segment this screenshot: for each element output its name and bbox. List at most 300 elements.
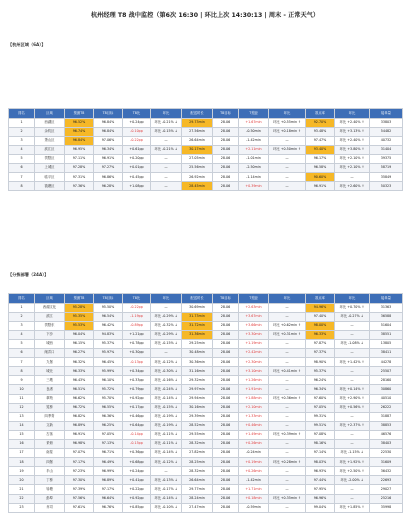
cell-area: 钱塘区 <box>35 182 65 191</box>
cell-time-change: — <box>269 136 306 145</box>
cell-time-change: — <box>269 376 306 385</box>
cell-time-target: 28.06 <box>213 173 239 182</box>
cell-rate-change: — <box>335 494 370 503</box>
cell-order-count: 44278 <box>370 358 403 367</box>
cell-rate-change: 环比 +0.70% ↑ <box>335 303 370 312</box>
column-header-rate-change[interactable]: 环比 <box>335 294 370 304</box>
table-row[interactable] <box>9 494 403 503</box>
cell-forecast-t8: 96.95% <box>65 145 94 154</box>
cell-t8-change: — <box>151 136 182 145</box>
cell-on-time-rate: 96.24% <box>306 376 335 385</box>
cell-time-gap: +1.19min <box>239 339 269 348</box>
column-header-t8-change[interactable]: 环比 <box>151 294 182 304</box>
cell-area: 翠苑 <box>35 394 65 403</box>
cell-time-target: 28.06 <box>213 118 239 127</box>
cell-delivery-time: 31.72min <box>182 321 213 330</box>
cell-forecast-t8: 96.43% <box>65 376 94 385</box>
column-header-area[interactable]: 区域 <box>35 294 65 304</box>
cell-order-count: 13805 <box>370 339 403 348</box>
cell-forecast-t8: 97.36% <box>65 182 94 191</box>
cell-order-count: 31887 <box>370 412 403 421</box>
cell-rate-change: — <box>335 321 370 330</box>
cell-order-count: 51604 <box>370 321 403 330</box>
column-header-order-count[interactable]: 接单量 <box>370 294 403 304</box>
table-row[interactable] <box>9 358 403 367</box>
cell-delivery-time: 25.56min <box>182 164 213 173</box>
cell-on-time-rate: 97.44% <box>306 476 335 485</box>
cell-time-target: 28.06 <box>213 154 239 163</box>
table-row[interactable] <box>9 440 403 449</box>
cell-time-gap: +0.18min <box>239 494 269 503</box>
cell-delivery-time: 28.25min <box>182 458 213 467</box>
cell-rate-change: 环比 +2.40% ↑ <box>335 118 370 127</box>
cell-order-count: 50323 <box>370 182 403 191</box>
cell-time-change: — <box>269 421 306 430</box>
region-table <box>8 108 403 191</box>
cell-time-gap: +2.42min <box>239 349 269 358</box>
column-header-time-target[interactable]: T8目标 <box>213 294 239 304</box>
cell-t8-change: 环比 -0.17% ↓ <box>151 485 182 494</box>
cell-t8-change: 环比 -0.24% ↓ <box>151 385 182 394</box>
cell-t8-change: 环比 -0.14% ↓ <box>151 494 182 503</box>
cell-t8-diff: +0.78pp <box>123 339 151 348</box>
cell-time-target: 28.06 <box>213 358 239 367</box>
cell-rank: 18 <box>9 458 35 467</box>
cell-rank: 7 <box>9 173 35 182</box>
cell-rate-change: 环比 +3.13% ↑ <box>335 127 370 136</box>
column-header-time-change[interactable]: 环比 <box>269 294 306 304</box>
cell-on-time-rate: 97.08% <box>306 430 335 439</box>
cell-t8-diff: +0.01pp <box>123 164 151 173</box>
cell-order-count: 36432 <box>370 467 403 476</box>
cell-t8-change: — <box>151 467 182 476</box>
cell-time-change: — <box>269 449 306 458</box>
cell-time-target: 28.06 <box>213 339 239 348</box>
cell-t8-diff: +0.79pp <box>123 385 151 394</box>
cell-forecast-t8: 96.33% <box>65 367 94 376</box>
table-row[interactable] <box>9 182 403 191</box>
cell-time-change: 环比 +0.41min ↑ <box>269 367 306 376</box>
cell-order-count: 38411 <box>370 349 403 358</box>
cell-rank: 2 <box>9 127 35 136</box>
table-row[interactable] <box>9 145 403 154</box>
cell-time-gap: +2.30min <box>239 358 269 367</box>
cell-time-change: — <box>269 385 306 394</box>
cell-time-gap: +1.91min <box>239 385 269 394</box>
cell-time-change: — <box>269 154 306 163</box>
column-header-forecast-t8[interactable]: 预测T8 <box>65 294 94 304</box>
cell-rate-change: 环比 -1.15% ↓ <box>335 449 370 458</box>
cell-time-gap: +1.71min <box>239 485 269 494</box>
table-row[interactable] <box>9 349 403 358</box>
cell-forecast-t8: 96.74% <box>65 127 94 136</box>
table-row[interactable] <box>9 339 403 348</box>
cell-t8-diff: +0.30pp <box>123 349 151 358</box>
cell-t8-change: 环比 -0.11% ↓ <box>151 440 182 449</box>
cell-rate-change: 环比 +0.14% ↑ <box>335 385 370 394</box>
cell-area: 乔司 <box>35 503 65 512</box>
cell-rate-change: 环比 +3.80% ↑ <box>335 145 370 154</box>
cell-area: 临平区 <box>35 173 65 182</box>
sorting-table <box>8 293 403 513</box>
cell-order-count: 26222 <box>370 403 403 412</box>
column-header-time-gap[interactable]: T差距 <box>239 294 269 304</box>
cell-rate-change: — <box>335 412 370 421</box>
cell-time-target: 28.06 <box>213 394 239 403</box>
cell-t8-change: 环比 -0.21% ↓ <box>151 145 182 154</box>
cell-t8-target: 96.25% <box>94 421 123 430</box>
cell-time-target: 28.06 <box>213 145 239 154</box>
table-row[interactable] <box>9 367 403 376</box>
column-header-delivery-time[interactable]: 配送时长 <box>182 109 213 119</box>
cell-forecast-t8: 97.39% <box>65 485 94 494</box>
column-header-forecast-t8[interactable]: 预测T8 <box>65 109 94 119</box>
cell-order-count: 36588 <box>370 312 403 321</box>
cell-t8-change: 环比 -0.11% ↓ <box>151 430 182 439</box>
cell-delivery-time: 30.16min <box>182 403 213 412</box>
cell-time-target: 28.06 <box>213 303 239 312</box>
table-row[interactable] <box>9 430 403 439</box>
cell-time-gap: +2.10min <box>239 403 269 412</box>
cell-t8-change: 环比 -0.19% ↓ <box>151 421 182 430</box>
cell-order-count: 35998 <box>370 503 403 512</box>
cell-area: 笕桥 <box>35 403 65 412</box>
cell-area: 下沙 <box>35 330 65 339</box>
cell-on-time-rate: 93.40% <box>306 145 335 154</box>
cell-t8-diff: +0.34pp <box>123 367 151 376</box>
cell-delivery-time: 31.16min <box>182 367 213 376</box>
table-row[interactable] <box>9 467 403 476</box>
cell-t8-change: — <box>151 303 182 312</box>
cell-time-change: — <box>269 412 306 421</box>
cell-t8-diff: +0.45pp <box>123 173 151 182</box>
cell-t8-target: 96.54% <box>94 312 123 321</box>
column-header-rank[interactable]: 排名 <box>9 294 35 304</box>
cell-delivery-time: 26.64min <box>182 476 213 485</box>
cell-t8-change: 环比 -0.32% ↓ <box>151 321 182 330</box>
table-row[interactable] <box>9 164 403 173</box>
cell-rate-change: 环比 +2.10% ↑ <box>335 154 370 163</box>
cell-t8-target: 95.72% <box>94 385 123 394</box>
cell-t8-target: 96.99% <box>94 467 123 476</box>
cell-forecast-t8: 96.91% <box>65 430 94 439</box>
cell-time-gap: -1.01min <box>239 154 269 163</box>
cell-order-count: 58719 <box>370 164 403 173</box>
table-row[interactable] <box>9 458 403 467</box>
table-row[interactable] <box>9 449 403 458</box>
cell-time-change: 环比 +0.35min ↑ <box>269 494 306 503</box>
column-header-rank[interactable]: 排名 <box>9 109 35 119</box>
column-header-t8-diff[interactable]: T8比 <box>123 294 151 304</box>
table-row[interactable] <box>9 321 403 330</box>
cell-rank: 20 <box>9 476 35 485</box>
cell-t8-diff: -0.10pp <box>123 127 151 136</box>
table-row[interactable] <box>9 154 403 163</box>
cell-forecast-t8: 97.28% <box>65 164 94 173</box>
cell-time-target: 28.06 <box>213 321 239 330</box>
cell-rate-change: — <box>335 440 370 449</box>
cell-time-change: — <box>269 339 306 348</box>
cell-time-target: 28.06 <box>213 412 239 421</box>
column-header-area[interactable]: 区域 <box>35 109 65 119</box>
cell-t8-diff: +0.17pp <box>123 403 151 412</box>
cell-time-gap: +1.88min <box>239 394 269 403</box>
cell-t8-diff: +0.46pp <box>123 412 151 421</box>
column-header-t8-diff[interactable]: T8比 <box>123 109 151 119</box>
table-row[interactable] <box>9 136 403 145</box>
cell-time-change: 环比 +0.36min ↑ <box>269 394 306 403</box>
cell-delivery-time: 29.97min <box>182 385 213 394</box>
table-row[interactable] <box>9 403 403 412</box>
cell-time-change: 环比 +0.55min ↑ <box>269 118 306 127</box>
column-header-t8-change[interactable]: 环比 <box>151 109 182 119</box>
cell-area: 良渚 <box>35 385 65 394</box>
cell-t8-diff: +0.85pp <box>123 503 151 512</box>
cell-area: 丁桥 <box>35 476 65 485</box>
cell-order-count: 40732 <box>370 136 403 145</box>
column-header-t8-target[interactable]: T8目标 <box>94 109 123 119</box>
cell-time-gap: +2.63min <box>239 303 269 312</box>
cell-order-count: 38551 <box>370 330 403 339</box>
cell-on-time-rate: 98.00% <box>306 321 335 330</box>
cell-time-change: — <box>269 485 306 494</box>
cell-time-gap: +2.11min <box>239 145 269 154</box>
column-header-rate-change[interactable]: 环比 <box>335 109 370 119</box>
cell-on-time-rate: 92.70% <box>306 118 335 127</box>
cell-t8-target: 96.71% <box>94 449 123 458</box>
cell-time-gap: +0.19min <box>239 458 269 467</box>
cell-on-time-rate: 97.87% <box>306 339 335 348</box>
cell-time-target: 28.06 <box>213 367 239 376</box>
table-row[interactable] <box>9 376 403 385</box>
cell-delivery-time: 27.56min <box>182 127 213 136</box>
cell-rank: 8 <box>9 367 35 376</box>
cell-forecast-t8: 96.84% <box>65 136 94 145</box>
cell-t8-diff: -0.22pp <box>123 136 151 145</box>
table-row[interactable] <box>9 385 403 394</box>
cell-time-gap: -1.14min <box>239 173 269 182</box>
cell-delivery-time: 29.25min <box>182 339 213 348</box>
table-row[interactable] <box>9 312 403 321</box>
table-row[interactable] <box>9 303 403 312</box>
cell-time-target: 28.06 <box>213 182 239 191</box>
cell-order-count: 22693 <box>370 476 403 485</box>
cell-delivery-time: 26.92min <box>182 173 213 182</box>
table-row[interactable] <box>9 421 403 430</box>
cell-delivery-time: 29.94min <box>182 394 213 403</box>
cell-time-target: 28.06 <box>213 494 239 503</box>
cell-time-gap: +3.67min <box>239 312 269 321</box>
cell-time-change: — <box>269 476 306 485</box>
cell-t8-diff: +0.24pp <box>123 467 151 476</box>
cell-delivery-time: 27.05min <box>182 154 213 163</box>
cell-t8-diff: +0.22pp <box>123 485 151 494</box>
cell-rate-change: — <box>335 376 370 385</box>
cell-time-target: 28.06 <box>213 421 239 430</box>
cell-t8-diff: +1.21pp <box>123 330 151 339</box>
cell-rank: 21 <box>9 485 35 494</box>
cell-forecast-t8: 96.62% <box>65 394 94 403</box>
cell-t8-target: 94.83% <box>94 330 123 339</box>
table-row[interactable] <box>9 476 403 485</box>
cell-delivery-time: 29.39min <box>182 412 213 421</box>
cell-area: 文新 <box>35 421 65 430</box>
cell-rank: 2 <box>9 312 35 321</box>
cell-t8-diff: -0.14pp <box>123 430 151 439</box>
cell-time-change: 环比 +0.62min ↑ <box>269 321 306 330</box>
column-header-time-target[interactable]: T8目标 <box>213 109 239 119</box>
cell-t8-diff: -0.22pp <box>123 303 151 312</box>
table-row[interactable] <box>9 330 403 339</box>
cell-area: 彭埠 <box>35 494 65 503</box>
cell-t8-change: 环比 -0.15% ↓ <box>151 339 182 348</box>
cell-rate-change: 环比 -2.00% ↓ <box>335 476 370 485</box>
cell-area: 四堡 <box>35 458 65 467</box>
cell-rate-change: 环比 -1.08% ↓ <box>335 339 370 348</box>
cell-area: 城西 <box>35 339 65 348</box>
cell-forecast-t8: 96.51% <box>65 385 94 394</box>
cell-rank: 15 <box>9 430 35 439</box>
cell-t8-diff: -1.19pp <box>123 312 151 321</box>
cell-time-change: — <box>269 349 306 358</box>
cell-rank: 6 <box>9 164 35 173</box>
cell-time-change: — <box>269 164 306 173</box>
cell-forecast-t8: 95.35% <box>65 312 94 321</box>
cell-rank: 3 <box>9 321 35 330</box>
cell-order-count: 38403 <box>370 440 403 449</box>
cell-rate-change: 环比 -0.27% ↓ <box>335 312 370 321</box>
cell-t8-diff: +0.61pp <box>123 145 151 154</box>
cell-t8-target: 96.91% <box>94 154 123 163</box>
cell-t8-diff: -0.89pp <box>123 321 151 330</box>
cell-time-gap: -1.42min <box>239 136 269 145</box>
cell-order-count: 22530 <box>370 449 403 458</box>
cell-t8-change: 环比 -0.30% ↓ <box>151 367 182 376</box>
cell-rank: 13 <box>9 412 35 421</box>
column-header-delivery-time[interactable]: 配送时长 <box>182 294 213 304</box>
cell-time-gap: +1.26min <box>239 376 269 385</box>
cell-area: 城北 <box>35 367 65 376</box>
cell-t8-target: 96.64% <box>94 494 123 503</box>
cell-on-time-rate: 98.90% <box>306 358 335 367</box>
cell-t8-change: 环比 -0.29% ↓ <box>151 312 182 321</box>
cell-order-count: 31363 <box>370 303 403 312</box>
cell-t8-change: 环比 -0.15% ↓ <box>151 403 182 412</box>
cell-rank: 3 <box>9 136 35 145</box>
cell-delivery-time: 30.48min <box>182 349 213 358</box>
cell-forecast-t8: 95.28% <box>65 303 94 312</box>
cell-delivery-time: 30.36min <box>182 358 213 367</box>
cell-rate-change: — <box>335 173 370 182</box>
cell-delivery-time: 28.45min <box>182 182 213 191</box>
table-row[interactable] <box>9 485 403 494</box>
cell-forecast-t8: 96.27% <box>65 349 94 358</box>
cell-time-change: 环比 +0.39min ↑ <box>269 430 306 439</box>
cell-rank: 14 <box>9 421 35 430</box>
cell-t8-diff: -0.13pp <box>123 358 151 367</box>
cell-rate-change: 环比 +0.56% ↑ <box>335 403 370 412</box>
cell-delivery-time: 28.24min <box>182 494 213 503</box>
cell-time-target: 28.06 <box>213 440 239 449</box>
cell-t8-change: — <box>151 173 182 182</box>
cell-area: 萧山区 <box>35 136 65 145</box>
cell-t8-change: 环比 -0.12% ↓ <box>151 458 182 467</box>
column-header-on-time-rate[interactable]: 准点率 <box>306 109 335 119</box>
cell-t8-change: — <box>151 164 182 173</box>
cell-area: 九堡 <box>35 358 65 367</box>
column-header-order-count[interactable]: 接单量 <box>370 109 403 119</box>
cell-time-change: — <box>269 467 306 476</box>
cell-forecast-t8: 95.53% <box>65 321 94 330</box>
cell-time-gap: +0.26min <box>239 467 269 476</box>
cell-order-count: 46576 <box>370 430 403 439</box>
cell-time-gap: +0.26min <box>239 440 269 449</box>
cell-delivery-time: 30.69min <box>182 303 213 312</box>
cell-order-count: 25507 <box>370 367 403 376</box>
cell-rate-change: 环比 +2.40% ↑ <box>335 136 370 145</box>
table-row[interactable] <box>9 394 403 403</box>
table-row[interactable] <box>9 173 403 182</box>
cell-area: 拱墅区 <box>35 154 65 163</box>
cell-t8-target: 96.10% <box>94 376 123 385</box>
cell-on-time-rate: 96.93% <box>306 467 335 476</box>
cell-rank: 22 <box>9 494 35 503</box>
cell-rate-change: 环比 +1.92% ↑ <box>335 458 370 467</box>
cell-delivery-time: 28.52min <box>182 421 213 430</box>
section-title-sorting: 【分拣部署（24A）】 <box>8 272 49 277</box>
cell-forecast-t8: 96.72% <box>65 403 94 412</box>
cell-t8-change: 环比 -0.12% ↓ <box>151 358 182 367</box>
table-row[interactable] <box>9 118 403 127</box>
table-row[interactable] <box>9 127 403 136</box>
column-header-t8-target[interactable]: T8目标 <box>94 294 123 304</box>
cell-forecast-t8: 97.23% <box>65 467 94 476</box>
cell-t8-target: 97.17% <box>94 485 123 494</box>
table-row[interactable] <box>9 503 403 512</box>
cell-rank: 23 <box>9 503 35 512</box>
cell-time-change: 环比 +0.28min ↑ <box>269 458 306 467</box>
cell-time-target: 28.06 <box>213 312 239 321</box>
cell-time-change: — <box>269 358 306 367</box>
column-header-on-time-rate[interactable]: 准点率 <box>306 294 335 304</box>
table-row[interactable] <box>9 412 403 421</box>
cell-delivery-time: 31.73min <box>182 312 213 321</box>
cell-rank: 16 <box>9 440 35 449</box>
cell-forecast-t8: 97.31% <box>65 173 94 182</box>
cell-on-time-rate: 93.48% <box>306 127 335 136</box>
cell-forecast-t8: 96.89% <box>65 421 94 430</box>
cell-on-time-rate: 97.37% <box>306 349 335 358</box>
column-header-time-gap[interactable]: T差距 <box>239 109 269 119</box>
cell-time-gap: +0.39min <box>239 182 269 191</box>
cell-on-time-rate: 96.34% <box>306 385 335 394</box>
section-title-hangzhou: 【杭州区域（6A）】 <box>8 42 46 47</box>
cell-area: 滨江区 <box>35 145 65 154</box>
cell-t8-target: 96.86% <box>94 173 123 182</box>
cell-t8-target: 95.37% <box>94 339 123 348</box>
cell-area: 西湖文化 <box>35 303 65 312</box>
cell-time-change: 环比 +0.18min ↑ <box>269 127 306 136</box>
cell-time-target: 28.06 <box>213 136 239 145</box>
cell-time-gap: +3.66min <box>239 321 269 330</box>
column-header-time-change[interactable]: 环比 <box>269 109 306 119</box>
cell-area: 拱墅东 <box>35 321 65 330</box>
cell-time-change: — <box>269 182 306 191</box>
cell-forecast-t8: 96.82% <box>65 412 94 421</box>
cell-time-gap: +3.10min <box>239 367 269 376</box>
cell-t8-diff: +0.64pp <box>123 421 151 430</box>
cell-order-count: 54482 <box>370 127 403 136</box>
